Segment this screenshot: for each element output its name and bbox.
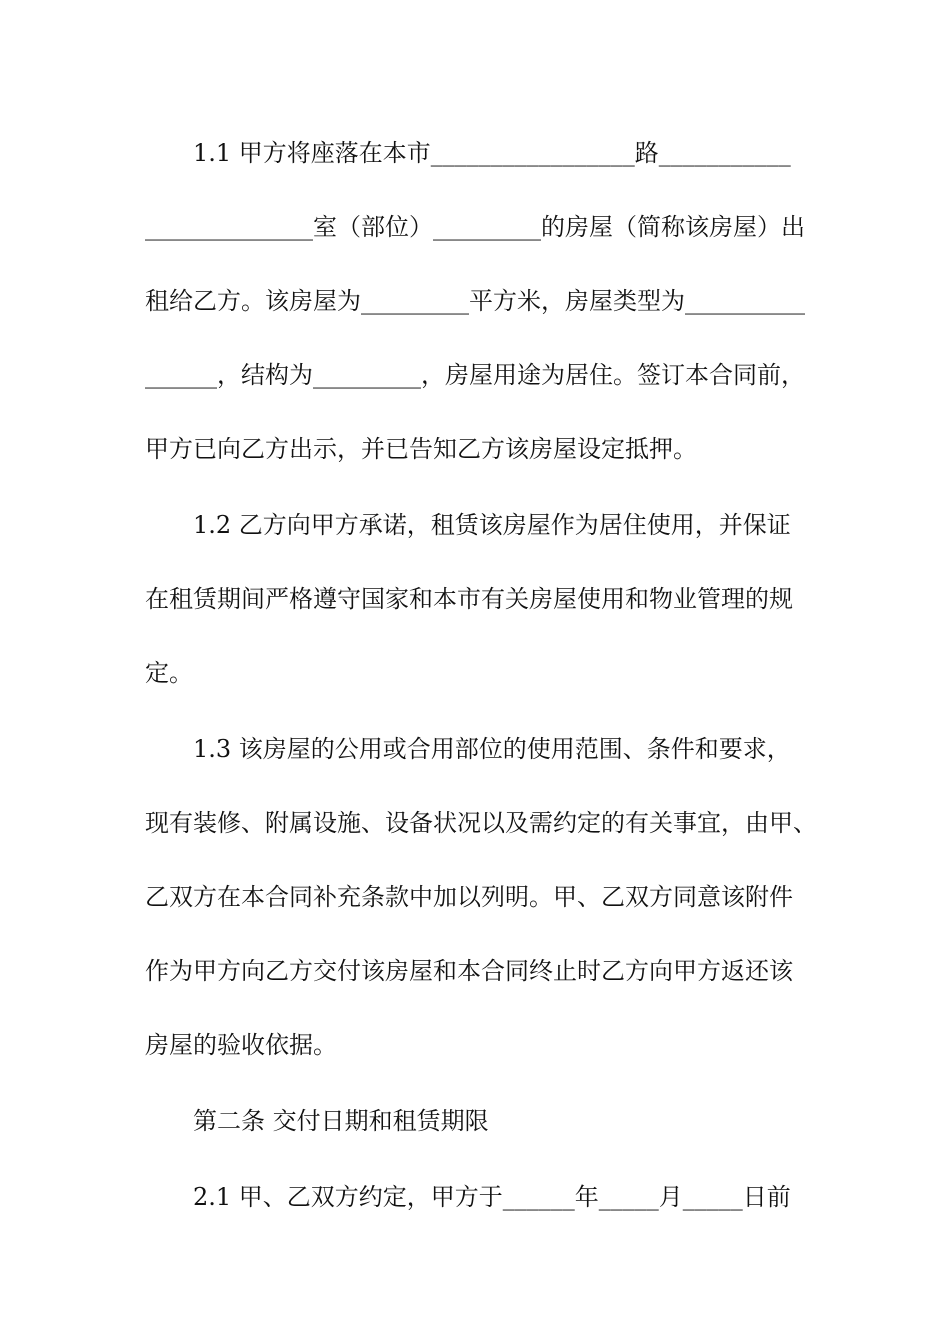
clause-1-1-line-3: 租给乙方。该房屋为_________平方米，房屋类型为__________ (145, 287, 805, 315)
clause-2-1-line-1: 2.1 甲、乙双方约定，甲方于______年_____月_____日前 (193, 1183, 791, 1211)
clause-1-2-line-2: 在租赁期间严格遵守国家和本市有关房屋使用和物业管理的规 (145, 585, 793, 613)
clause-1-1-line-5: 甲方已向乙方出示，并已告知乙方该房屋设定抵押。 (145, 435, 697, 463)
clause-1-3-line-5: 房屋的验收依据。 (145, 1031, 337, 1059)
section-heading-article-2: 第二条 交付日期和租赁期限 (193, 1107, 489, 1135)
clause-1-3-line-4: 作为甲方向乙方交付该房屋和本合同终止时乙方向甲方返还该 (145, 957, 793, 985)
clause-1-3-line-3: 乙双方在本合同补充条款中加以列明。甲、乙双方同意该附件 (145, 883, 793, 911)
clause-1-3-line-2: 现有装修、附属设施、设备状况以及需约定的有关事宜，由甲、 (145, 809, 817, 837)
clause-1-1-line-1: 1.1 甲方将座落在本市_________________路___________ (193, 139, 791, 167)
clause-1-2-line-1: 1.2 乙方向甲方承诺，租赁该房屋作为居住使用，并保证 (193, 511, 791, 539)
clause-1-3-line-1: 1.3 该房屋的公用或合用部位的使用范围、条件和要求， (193, 735, 791, 763)
clause-1-1-line-2: ______________室（部位）_________的房屋（简称该房屋）出 (145, 213, 805, 241)
clause-1-2-line-3: 定。 (145, 659, 193, 687)
clause-1-1-line-4: ______，结构为_________，房屋用途为居住。签订本合同前， (145, 361, 805, 389)
